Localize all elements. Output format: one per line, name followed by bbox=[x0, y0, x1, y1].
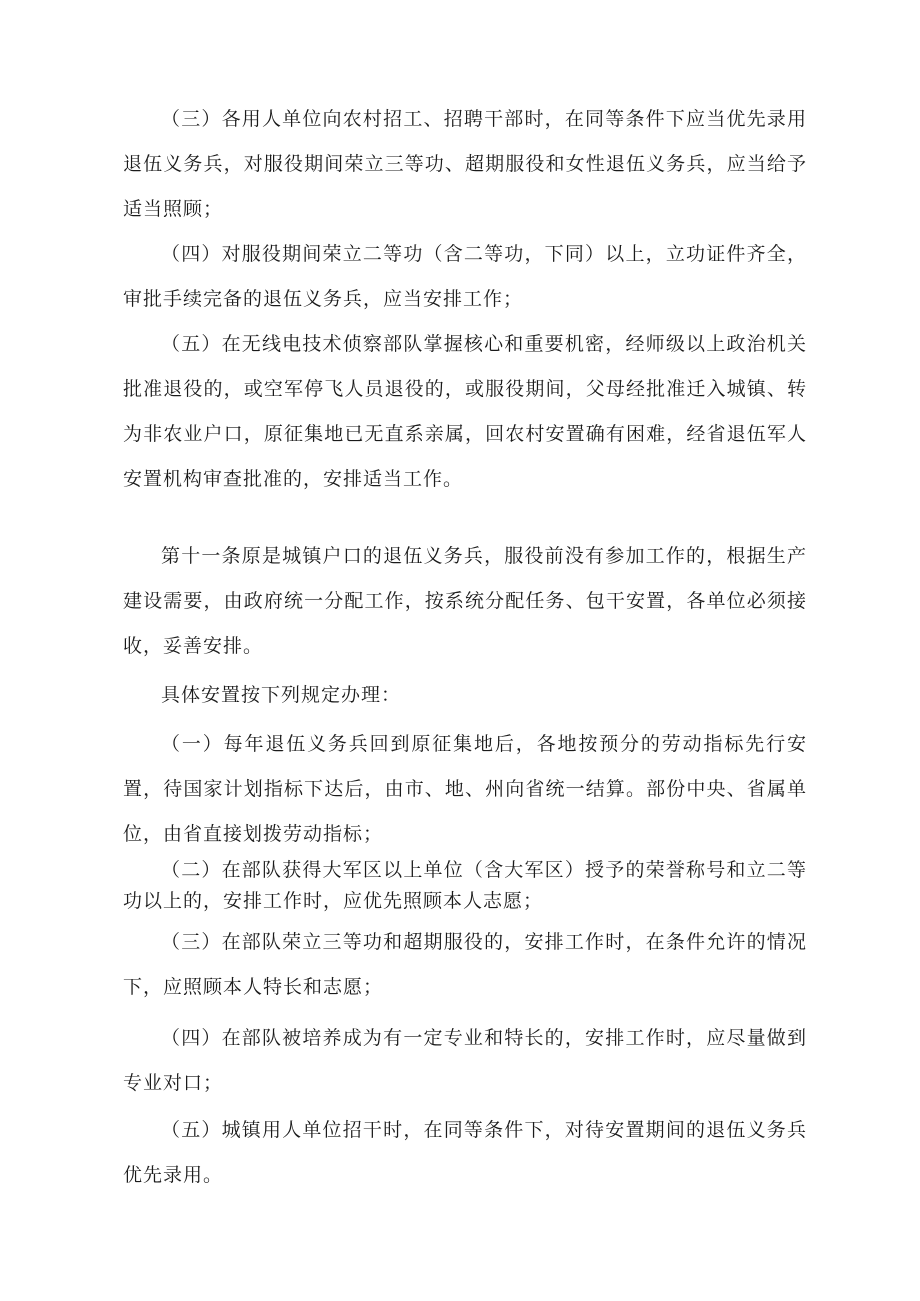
paragraph-article-eleven: 第十一条原是城镇户口的退伍义务兵，服役前没有参加工作的，根据生产建设需要，由政府统一分配工作，按系统分配任务、包干安置，各单位必须接收，妥善安排。 bbox=[123, 545, 807, 657]
paragraph-labor-quota: （一）每年退伍义务兵回到原征集地后，各地按预分的劳动指标先行安置，待国家计划指标下达后，由市、地、州向省统一结算。部份中央、省属单位，由省直接划拨劳动指标； bbox=[123, 733, 807, 845]
paragraph-honorary-title: （二）在部队获得大军区以上单位（含大军区）授予的荣誉称号和立二等功以上的，安排工作时，应优先照顾本人志愿； bbox=[123, 859, 807, 912]
paragraph-second-class-merit: （四）对服役期间荣立二等功（含二等功，下同）以上，立功证件齐全，审批手续完备的退伍义务兵，应当安排工作； bbox=[123, 243, 807, 310]
paragraph-third-class-merit: （三）在部队荣立三等功和超期服役的，安排工作时，在条件允许的情况下，应照顾本人特长和志愿； bbox=[123, 931, 807, 998]
paragraph-special-cases: （五）在无线电技术侦察部队掌握核心和重要机密，经师级以上政治机关批准退役的，或空军停飞人员退役的，或服役期间，父母经批准迁入城镇、转为非农业户口，原征集地已无直系亲属，回农村安置确有困难，经省退伍军人安置机构审查批准的，安排适当工作。 bbox=[123, 333, 807, 490]
paragraph-rural-recruitment: （三）各用人单位向农村招工、招聘干部时，在同等条件下应当优先录用退伍义务兵，对服役期间荣立三等功、超期服役和女性退伍义务兵，应当给予适当照顾； bbox=[123, 108, 807, 220]
paragraph-urban-cadre-hiring: （五）城镇用人单位招干时，在同等条件下，对待安置期间的退伍义务兵优先录用。 bbox=[123, 1119, 807, 1186]
paragraph-specific-rules-intro: 具体安置按下列规定办理： bbox=[161, 684, 402, 706]
paragraph-specialty-match: （四）在部队被培养成为有一定专业和特长的，安排工作时，应尽量做到专业对口； bbox=[123, 1027, 807, 1094]
